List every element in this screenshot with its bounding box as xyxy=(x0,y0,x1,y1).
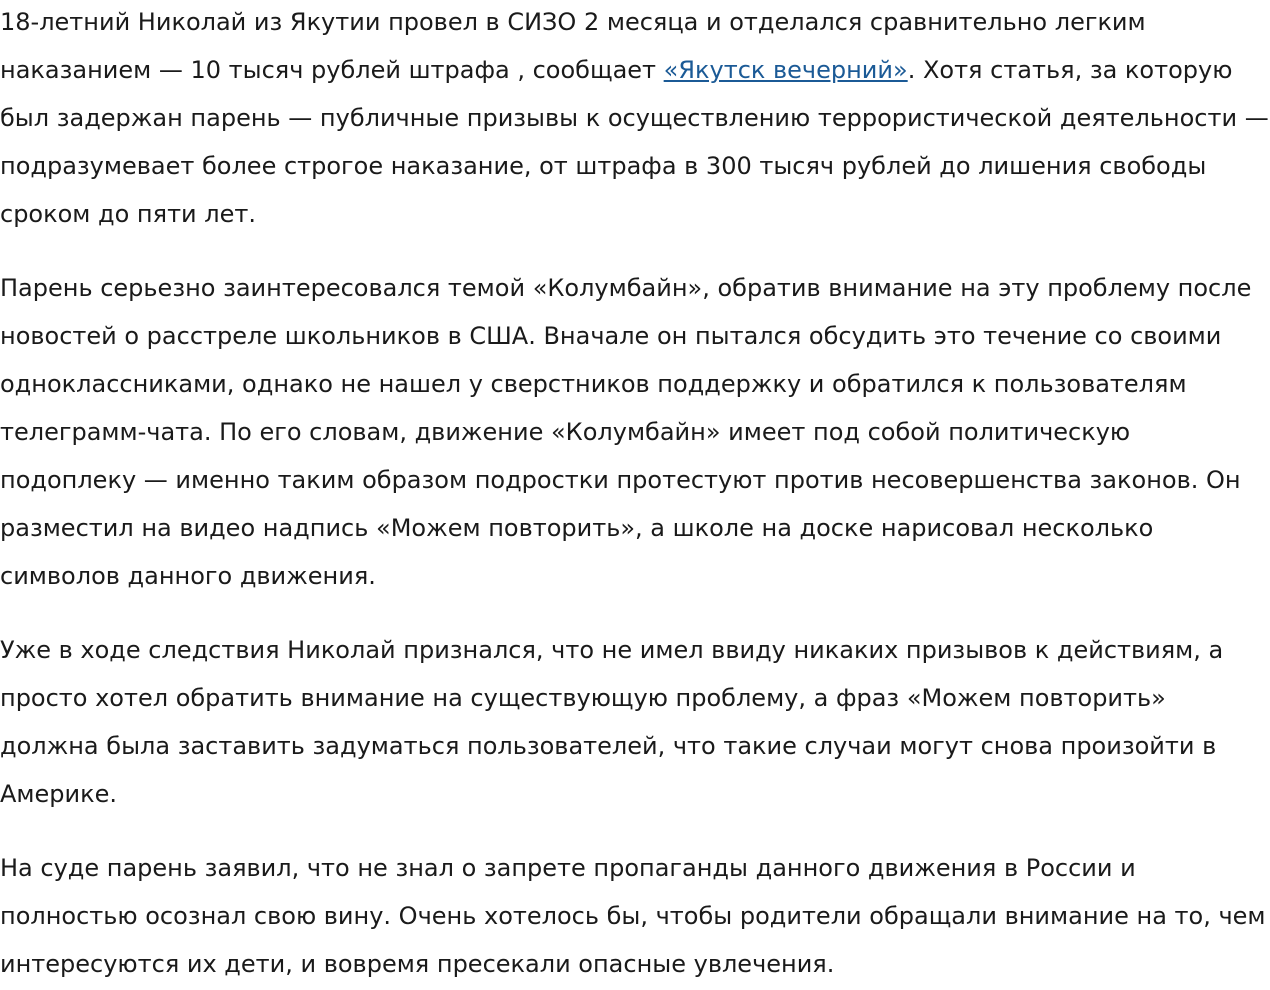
article-paragraph-1 xyxy=(0,0,1270,238)
article-paragraph-2: Парень серьезно заинтересовался темой «Колумбайн», обратив внимание на эту проблему после новостей о расстреле школьников в США. Вначале он пытался обсудить это течение со своими одноклассниками, однако не нашел у сверстников поддержку и обратился к пользователям телеграмм-чата. По его словам, движение «Колумбайн» имеет под собой политическую подоплеку — именно таким образом подростки протестуют против несовершенства законов. Он разместил на видео надпись «Можем повторить», а школе на доске нарисовал несколько символов данного движения. xyxy=(0,274,1252,590)
paragraph-1-text-after: . Хотя статья, за которую был задержан парень — публичные призывы к осуществлению террористической деятельности — подразумевает более строгое наказание, от штрафа в 300 тысяч рублей до лишения свободы сроком до пяти лет. xyxy=(0,56,1269,228)
paragraph-1-text-before: 18-летний Николай из Якутии провел в СИЗО 2 месяца и отделался сравнительно легким наказанием — 10 тысяч рублей штрафа , сообщает xyxy=(0,8,1146,84)
source-link-yakutsk-vecherniy[interactable]: «Якутск вечерний» xyxy=(663,56,908,84)
article-paragraph-3: Уже в ходе следствия Николай признался, что не имел ввиду никаких призывов к действиям, а просто хотел обратить внимание на существующую проблему, а фраз «Можем повторить» должна была заставить задуматься пользователей, что такие случаи могут снова произойти в Америке. xyxy=(0,636,1224,808)
article-paragraph-4: На суде парень заявил, что не знал о запрете пропаганды данного движения в России и полностью осознал свою вину. Очень хотелось бы, чтобы родители обращали внимание на то, чем интересуются их дети, и вовремя пресекали опасные увлечения. xyxy=(0,854,1266,978)
